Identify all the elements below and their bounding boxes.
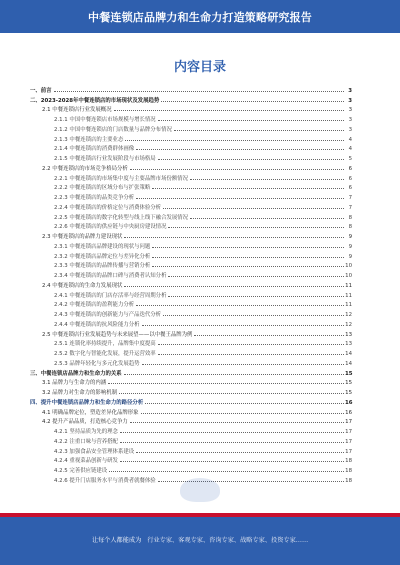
toc-entry-text: 三、中餐连锁店品牌力和生命力的关系 bbox=[30, 370, 122, 377]
toc-leader-dots bbox=[119, 393, 344, 394]
toc-entry-text: 2.3.2 中餐连锁店品牌定位与差异化分析 bbox=[54, 253, 151, 260]
toc-entry[interactable] bbox=[30, 425, 352, 435]
footer-services: 行业专家、客观专家、咨询专家、战略专家、投资专家…… bbox=[147, 537, 309, 544]
toc-leader-dots bbox=[152, 266, 344, 267]
toc-entry-page: 15 bbox=[345, 380, 352, 387]
toc-entry-page: 3 bbox=[348, 107, 352, 114]
footer-slogan: 让每个人都能成为 bbox=[91, 537, 142, 544]
toc-leader-dots bbox=[152, 257, 344, 258]
toc-entry-text: 2.2 中餐连锁店的市场竞争格局分析 bbox=[42, 165, 128, 172]
toc-entry-page: 10 bbox=[345, 273, 352, 279]
toc-entry-page: 9 bbox=[348, 243, 352, 250]
toc-entry-text: 4.1 明确品牌定位，塑造差异化品牌形象 bbox=[42, 409, 139, 416]
toc-entry[interactable] bbox=[30, 191, 352, 201]
watermark-shape bbox=[180, 478, 220, 502]
toc-entry-text: 2.4.4 中餐连锁店的抗风险能力分析 bbox=[54, 321, 140, 328]
toc-entry-page: 15 bbox=[345, 390, 352, 396]
toc-entry[interactable] bbox=[30, 113, 352, 123]
toc-entry[interactable] bbox=[30, 367, 352, 377]
toc-entry-page: 18 bbox=[345, 477, 352, 484]
toc-entry[interactable] bbox=[30, 123, 352, 133]
toc-entry-page: 13 bbox=[345, 341, 352, 348]
toc-entry-text: 2.1.5 中餐连锁店行业发展阶段与市场格局 bbox=[54, 156, 156, 162]
toc-entry-text: 2.2.4 中餐连锁店的价格定位与消费体验分析 bbox=[54, 204, 162, 211]
toc-leader-dots bbox=[145, 403, 344, 404]
table-of-contents bbox=[30, 84, 352, 484]
toc-entry[interactable] bbox=[30, 377, 352, 387]
toc-leader-dots bbox=[136, 149, 344, 150]
toc-entry-page: 17 bbox=[345, 448, 352, 455]
toc-leader-dots bbox=[141, 413, 344, 414]
toc-entry[interactable] bbox=[30, 318, 352, 328]
toc-leader-dots bbox=[190, 179, 344, 180]
toc-entry-page: 17 bbox=[345, 429, 352, 435]
toc-entry-text: 2.4 中餐连锁店的生命力发展现状 bbox=[42, 282, 123, 289]
toc-entry-text: 2.2.6 中餐连锁店的供应链与中央厨房建设情况 bbox=[54, 224, 167, 231]
toc-leader-dots bbox=[124, 286, 344, 287]
toc-entry-page: 10 bbox=[345, 263, 352, 270]
toc-entry[interactable] bbox=[30, 84, 352, 94]
toc-leader-dots bbox=[158, 159, 344, 160]
toc-entry-page: 9 bbox=[348, 253, 352, 260]
toc-entry-text: 2.4.2 中餐连锁店的盈利能力分析 bbox=[54, 302, 135, 309]
toc-entry-page: 3 bbox=[348, 126, 352, 133]
toc-entry[interactable] bbox=[30, 455, 352, 465]
toc-leader-dots bbox=[158, 120, 344, 121]
toc-entry-page: 17 bbox=[345, 419, 352, 426]
toc-entry-text: 2.4.3 中餐连锁店的创新能力与产品迭代分析 bbox=[54, 312, 162, 318]
toc-entry-page: 3 bbox=[348, 97, 352, 104]
toc-entry-text: 二、2023-2028年中餐连锁店的市场现状及发展趋势 bbox=[30, 97, 160, 104]
toc-entry-text: 3.1 品牌力与生命力的内涵 bbox=[42, 380, 107, 387]
toc-entry[interactable] bbox=[30, 386, 352, 396]
toc-entry-page: 9 bbox=[348, 234, 352, 240]
toc-entry[interactable] bbox=[30, 308, 352, 318]
toc-entry-page: 12 bbox=[345, 312, 352, 318]
toc-entry[interactable] bbox=[30, 338, 352, 348]
toc-entry-page: 11 bbox=[345, 302, 352, 309]
toc-entry-text: 2.5.3 品牌年轻化与多元化发展趋势 bbox=[54, 360, 140, 367]
toc-entry-text: 2.1.3 中餐连锁店的主要业态 bbox=[54, 136, 124, 143]
toc-entry[interactable] bbox=[30, 406, 352, 416]
toc-leader-dots bbox=[120, 461, 344, 462]
toc-leader-dots bbox=[152, 247, 344, 248]
toc-entry-page: 8 bbox=[348, 224, 352, 231]
toc-leader-dots bbox=[136, 198, 344, 199]
toc-entry[interactable] bbox=[30, 172, 352, 182]
toc-leader-dots bbox=[108, 383, 344, 384]
toc-entry-text: 4.2.4 重视菜品创新与研发 bbox=[54, 458, 118, 465]
toc-entry[interactable] bbox=[30, 269, 352, 279]
toc-entry-text: 2.4.1 中餐连锁店的门店存活率与经营周期分析 bbox=[54, 292, 167, 299]
toc-entry-page: 6 bbox=[348, 175, 352, 182]
toc-leader-dots bbox=[168, 296, 344, 297]
toc-entry[interactable] bbox=[30, 289, 352, 299]
toc-entry-page: 18 bbox=[345, 458, 352, 465]
toc-entry-page: 4 bbox=[348, 136, 352, 143]
toc-entry-text: 4.2.1 坚持品质为先的理念 bbox=[54, 429, 118, 435]
toc-entry[interactable] bbox=[30, 133, 352, 143]
toc-leader-dots bbox=[130, 169, 344, 170]
toc-entry-text: 2.3.1 中餐连锁店品牌建设的现状与问题 bbox=[54, 243, 151, 250]
toc-leader-dots bbox=[168, 276, 344, 277]
toc-entry-page: 12 bbox=[345, 321, 352, 328]
toc-leader-dots bbox=[194, 335, 344, 336]
toc-entry-page: 14 bbox=[345, 351, 352, 357]
toc-entry-text: 一、前言 bbox=[30, 87, 52, 94]
toc-entry-text: 2.3.4 中餐连锁店的品牌口碑与消费者认知分析 bbox=[54, 273, 167, 279]
toc-entry-page: 15 bbox=[345, 370, 353, 377]
toc-entry[interactable] bbox=[30, 299, 352, 309]
toc-entry-page: 16 bbox=[345, 409, 352, 416]
toc-entry-text: 2.2.1 中餐连锁店的市场集中度与主要品牌市场份额情况 bbox=[54, 175, 189, 182]
toc-entry-text: 2.1.1 中国中餐连锁店市场规模与增长情况 bbox=[54, 117, 156, 123]
toc-leader-dots bbox=[124, 237, 344, 238]
toc-leader-dots bbox=[190, 218, 344, 219]
toc-entry-page: 6 bbox=[348, 185, 352, 192]
toc-entry[interactable] bbox=[30, 182, 352, 192]
toc-entry[interactable] bbox=[30, 445, 352, 455]
toc-entry[interactable] bbox=[30, 396, 352, 406]
toc-entry[interactable] bbox=[30, 152, 352, 162]
toc-entry[interactable] bbox=[30, 104, 352, 114]
toc-entry-page: 4 bbox=[348, 146, 352, 153]
toc-entry-text: 4.2 提升产品品质，打造核心竞争力 bbox=[42, 419, 128, 426]
toc-entry-page: 5 bbox=[348, 156, 352, 162]
report-title: 中餐连锁店品牌力和生命力打造策略研究报告 bbox=[88, 10, 312, 24]
toc-entry-page: 14 bbox=[345, 360, 352, 367]
toc-leader-dots bbox=[130, 422, 344, 423]
toc-entry[interactable] bbox=[30, 201, 352, 211]
toc-leader-dots bbox=[161, 101, 344, 102]
toc-entry[interactable] bbox=[30, 435, 352, 445]
toc-leader-dots bbox=[142, 325, 344, 326]
toc-leader-dots bbox=[163, 315, 344, 316]
toc-entry[interactable] bbox=[30, 347, 352, 357]
footer-text bbox=[0, 535, 400, 544]
toc-entry[interactable] bbox=[30, 279, 352, 289]
toc-leader-dots bbox=[120, 432, 344, 433]
toc-leader-dots bbox=[152, 188, 344, 189]
toc-entry[interactable] bbox=[30, 250, 352, 260]
toc-entry[interactable] bbox=[30, 211, 352, 221]
toc-entry-page: 11 bbox=[345, 292, 352, 299]
toc-entry[interactable] bbox=[30, 416, 352, 426]
toc-entry-page: 17 bbox=[345, 438, 352, 445]
toc-entry[interactable] bbox=[30, 221, 352, 231]
toc-entry-text: 4.2.6 提升门店服务水平与消费者就餐体验 bbox=[54, 477, 156, 484]
toc-leader-dots bbox=[125, 140, 344, 141]
toc-entry-page: 8 bbox=[348, 214, 352, 221]
toc-entry-page: 16 bbox=[345, 399, 353, 406]
toc-leader-dots bbox=[124, 374, 344, 375]
toc-entry-text: 四、提升中餐连锁店品牌力和生命力的路径分析 bbox=[30, 399, 144, 406]
toc-entry-page: 3 bbox=[348, 87, 352, 94]
toc-heading: 内容目录 bbox=[173, 60, 226, 75]
toc-entry-text: 2.1 中餐连锁店行业发展概况 bbox=[42, 107, 112, 114]
toc-leader-dots bbox=[163, 208, 344, 209]
toc-leader-dots bbox=[168, 227, 344, 228]
toc-entry[interactable] bbox=[30, 240, 352, 250]
toc-entry-text: 2.3 中餐连锁店的品牌力建设现状 bbox=[42, 234, 123, 240]
toc-leader-dots bbox=[158, 354, 344, 355]
toc-entry-text: 4.2.3 加强食品安全管理体系建设 bbox=[54, 448, 135, 455]
toc-entry-text: 2.1.2 中国中餐连锁店的门店数量与品牌分布情况 bbox=[54, 126, 172, 133]
toc-entry-text: 2.2.5 中餐连锁店的数字化转型与线上线下融合发展情况 bbox=[54, 214, 189, 221]
toc-entry-text: 2.1.4 中餐连锁店的消费群体画像 bbox=[54, 146, 135, 153]
toc-leader-dots bbox=[54, 91, 344, 92]
toc-entry[interactable] bbox=[30, 230, 352, 240]
toc-entry-text: 4.2.5 完善供应链建设 bbox=[54, 468, 108, 474]
toc-leader-dots bbox=[120, 442, 344, 443]
toc-leader-dots bbox=[174, 130, 344, 131]
toc-leader-dots bbox=[136, 452, 344, 453]
toc-entry-page: 11 bbox=[345, 282, 352, 289]
toc-entry-page: 6 bbox=[348, 165, 352, 172]
toc-leader-dots bbox=[114, 110, 344, 111]
toc-entry-text: 2.2.2 中餐连锁店的区域分布与扩张策略 bbox=[54, 185, 151, 192]
toc-entry-text: 2.5 中餐连锁店行业发展趋势与未来展望——以中餐王品牌为例 bbox=[42, 331, 193, 338]
toc-entry-page: 3 bbox=[348, 117, 352, 123]
toc-entry[interactable] bbox=[30, 94, 352, 104]
toc-entry-text: 2.5.1 连锁化率持续提升，品牌集中度提高 bbox=[54, 341, 156, 348]
toc-entry[interactable] bbox=[30, 162, 352, 172]
toc-entry-text: 2.5.2 数字化与智能化发展，提升运营效率 bbox=[54, 351, 156, 357]
report-header bbox=[0, 0, 400, 33]
toc-leader-dots bbox=[136, 305, 344, 306]
toc-entry-text: 2.2.3 中餐连锁店的品类竞争分析 bbox=[54, 195, 135, 201]
toc-leader-dots bbox=[158, 344, 344, 345]
toc-entry[interactable] bbox=[30, 357, 352, 367]
toc-entry-text: 2.3.3 中餐连锁店的品牌传播与营销分析 bbox=[54, 263, 151, 270]
toc-entry[interactable] bbox=[30, 260, 352, 270]
toc-entry[interactable] bbox=[30, 328, 352, 338]
toc-entry[interactable] bbox=[30, 143, 352, 153]
toc-entry-page: 18 bbox=[345, 468, 352, 474]
toc-entry-page: 13 bbox=[345, 331, 352, 338]
toc-entry-text: 4.2.2 注重口味与营养搭配 bbox=[54, 438, 118, 445]
toc-entry-page: 7 bbox=[348, 204, 352, 211]
toc-entry-page: 7 bbox=[348, 195, 352, 201]
toc-leader-dots bbox=[142, 364, 344, 365]
toc-entry-text: 3.2 品牌力对生命力的影响机制 bbox=[42, 390, 117, 396]
